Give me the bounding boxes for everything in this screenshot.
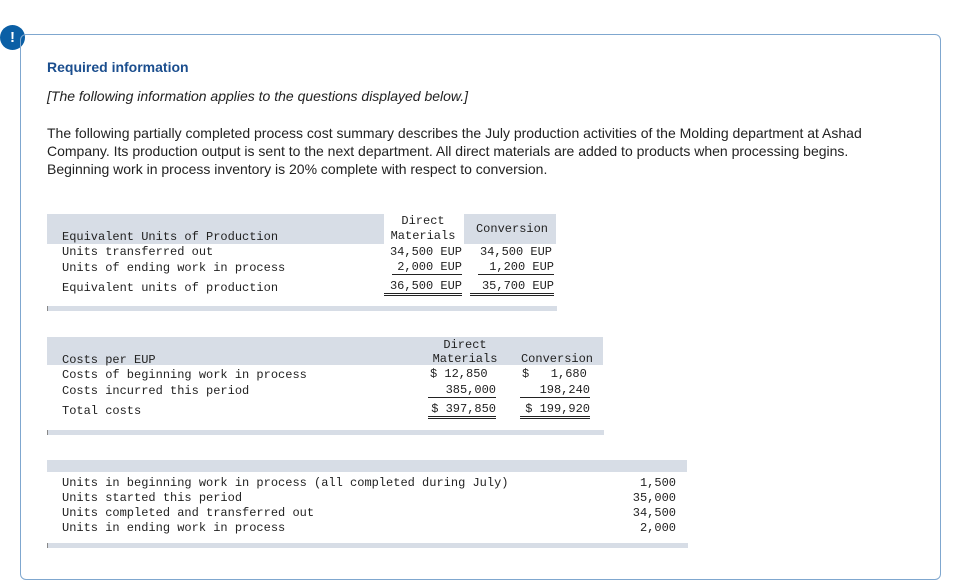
- intro-paragraph: The following partially completed process cost summary describes the July production activities of the Molding department at Ashad Company. Its production output is sent to the next department. All direct materials are added to products when processing begins. Beginning work in process inventory is 20% complete with respect to conversion.: [47, 125, 862, 177]
- cost-total-label: Total costs: [62, 404, 142, 418]
- eup-total-dm: 36,500 EUP: [384, 279, 462, 296]
- units-row-value: 2,000: [639, 521, 676, 535]
- cost-total-dm: $ 397,850: [428, 402, 496, 419]
- cost-col-conv: Conversion: [520, 352, 593, 366]
- cost-row-conv: $ 1,680: [522, 367, 587, 381]
- eup-row-label: Units transferred out: [62, 245, 214, 259]
- units-table-header-strip: [47, 460, 687, 472]
- eup-total-conv: 35,700 EUP: [470, 279, 554, 296]
- eup-total-label: Equivalent units of production: [62, 281, 279, 295]
- units-table-footer: [47, 543, 688, 548]
- cost-table-footer: [47, 430, 604, 435]
- units-row-value: 34,500: [632, 506, 676, 520]
- cost-row-dm: 385,000: [428, 383, 496, 398]
- eup-table-footer: [47, 306, 557, 311]
- cost-col-dm-line2: Materials: [432, 352, 498, 366]
- cost-row-dm: $ 12,850: [430, 367, 488, 381]
- units-row-label: Units in beginning work in process (all completed during July): [62, 476, 509, 490]
- eup-row-conv: 1,200 EUP: [478, 260, 554, 275]
- cost-row-label: Costs incurred this period: [62, 384, 250, 398]
- eup-col-dm-line2: Materials: [390, 229, 456, 243]
- cost-row-conv: 198,240: [520, 383, 590, 398]
- eup-heading: Equivalent Units of Production: [62, 230, 279, 244]
- eup-col-conv: Conversion: [475, 222, 548, 236]
- cost-heading: Costs per EUP: [62, 353, 156, 367]
- eup-row-dm: 34,500 EUP: [389, 245, 462, 259]
- eup-row-dm: 2,000 EUP: [392, 260, 462, 275]
- eup-col-dm-line1: Direct: [401, 214, 445, 228]
- units-row-label: Units started this period: [62, 491, 243, 505]
- units-row-label: Units in ending work in process: [62, 521, 286, 535]
- required-info-subtitle: [The following information applies to the questions displayed below.]: [47, 88, 469, 104]
- units-row-label: Units completed and transferred out: [62, 506, 315, 520]
- cost-row-label: Costs of beginning work in process: [62, 368, 307, 382]
- cost-total-conv: $ 199,920: [520, 402, 590, 419]
- eup-row-label: Units of ending work in process: [62, 261, 286, 275]
- eup-row-conv: 34,500 EUP: [479, 245, 552, 259]
- units-row-value: 1,500: [639, 476, 676, 490]
- units-row-value: 35,000: [632, 491, 676, 505]
- cost-col-dm-line1: Direct: [443, 338, 487, 352]
- required-info-title: Required information: [47, 59, 189, 75]
- exclamation-icon: !: [0, 25, 25, 50]
